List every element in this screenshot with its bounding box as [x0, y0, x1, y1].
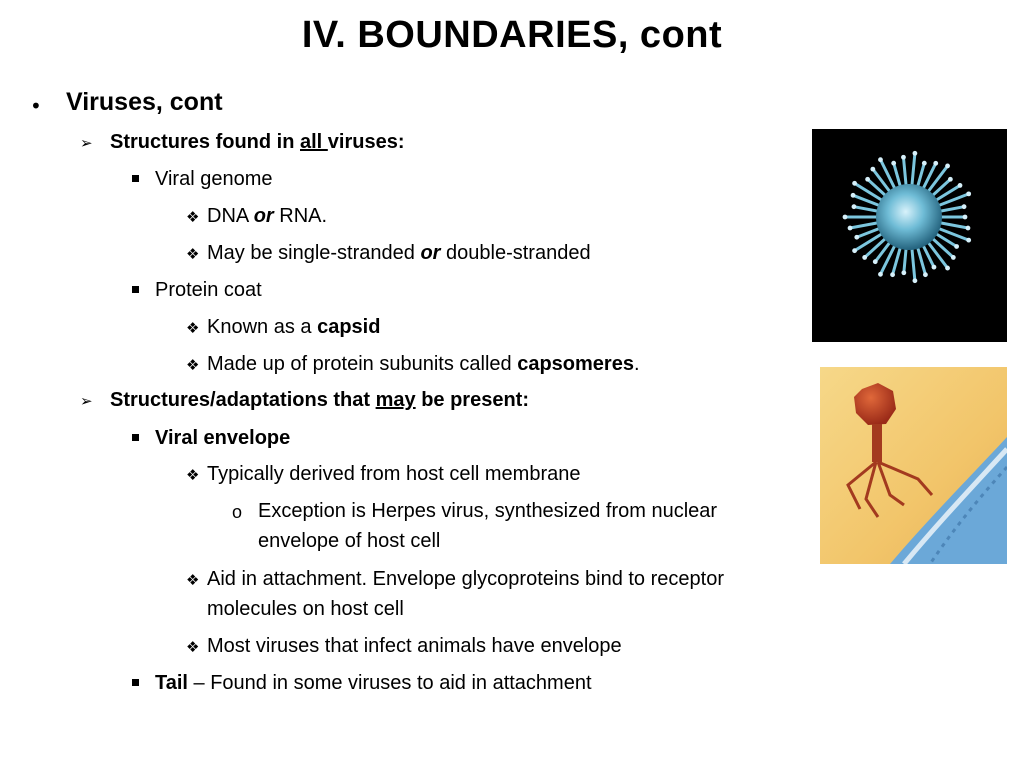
bullet-square	[132, 175, 139, 182]
bullet-arrow: ➢	[80, 134, 93, 152]
capsid-text: capsid	[317, 316, 381, 338]
most-viruses-envelope: Most viruses that infect animals have envelope	[207, 635, 622, 657]
all-viruses-heading	[110, 131, 405, 154]
bullet-square	[132, 434, 139, 441]
bullet-diamond: ❖	[186, 245, 200, 263]
herpes-exception-line1: Exception is Herpes virus, synthesized from nuclear	[258, 500, 718, 522]
all-viruses-post: viruses:	[327, 131, 405, 153]
all-viruses-pre: Structures found in	[110, 131, 300, 153]
derived-from-membrane: Typically derived from host cell membrane	[207, 463, 581, 485]
may-underlined: may	[375, 389, 416, 411]
dna-or-rna	[207, 205, 327, 228]
bullet-diamond: ❖	[186, 319, 200, 337]
tail-rest: – Found in some viruses to aid in attachment	[187, 672, 592, 694]
capsomeres-text: capsomeres	[517, 353, 634, 375]
bullet-circle: o	[232, 502, 243, 522]
aid-attachment-line2: molecules on host cell	[207, 598, 404, 620]
bullet-diamond: ❖	[186, 466, 200, 484]
bacteriophage-image	[820, 367, 1007, 564]
made-period: .	[633, 353, 640, 375]
bullet-arrow: ➢	[80, 392, 93, 410]
bullet-square	[132, 679, 139, 686]
known-as-capsid	[207, 316, 380, 339]
may-post: be present:	[415, 389, 529, 411]
made-text: Made up of protein subunits called	[207, 353, 518, 375]
bullet-square	[132, 286, 139, 293]
slide-title: IV. BOUNDARIES, cont	[301, 14, 723, 56]
may-be-present-heading	[110, 389, 529, 412]
dna-or: or	[253, 205, 274, 227]
spiked-virus-image	[812, 129, 1007, 342]
bullet-diamond: ❖	[186, 356, 200, 374]
bullet-diamond: ❖	[186, 638, 200, 656]
rna-text: RNA.	[273, 205, 328, 227]
capsomeres	[207, 353, 640, 376]
viral-envelope: Viral envelope	[155, 427, 291, 449]
may-pre: Structures/adaptations that	[110, 389, 376, 411]
all-viruses-underlined: all	[300, 131, 328, 153]
tail-bold: Tail	[155, 672, 188, 694]
viral-genome: Viral genome	[155, 168, 273, 190]
viruses-heading: Viruses, cont	[66, 88, 223, 116]
stranded	[207, 242, 591, 265]
known-text: Known as a	[207, 316, 318, 338]
aid-attachment-line1: Aid in attachment. Envelope glycoproteins bind to receptor	[207, 568, 724, 590]
stranded-or: or	[420, 242, 441, 264]
bullet-dot: •	[30, 94, 42, 118]
tail	[155, 672, 592, 695]
protein-coat: Protein coat	[155, 279, 262, 301]
double-stranded: double-stranded	[440, 242, 591, 264]
bullet-diamond: ❖	[186, 208, 200, 226]
herpes-exception-line2: envelope of host cell	[258, 530, 441, 552]
dna-text: DNA	[207, 205, 254, 227]
bullet-diamond: ❖	[186, 571, 200, 589]
single-stranded: May be single-stranded	[207, 242, 421, 264]
